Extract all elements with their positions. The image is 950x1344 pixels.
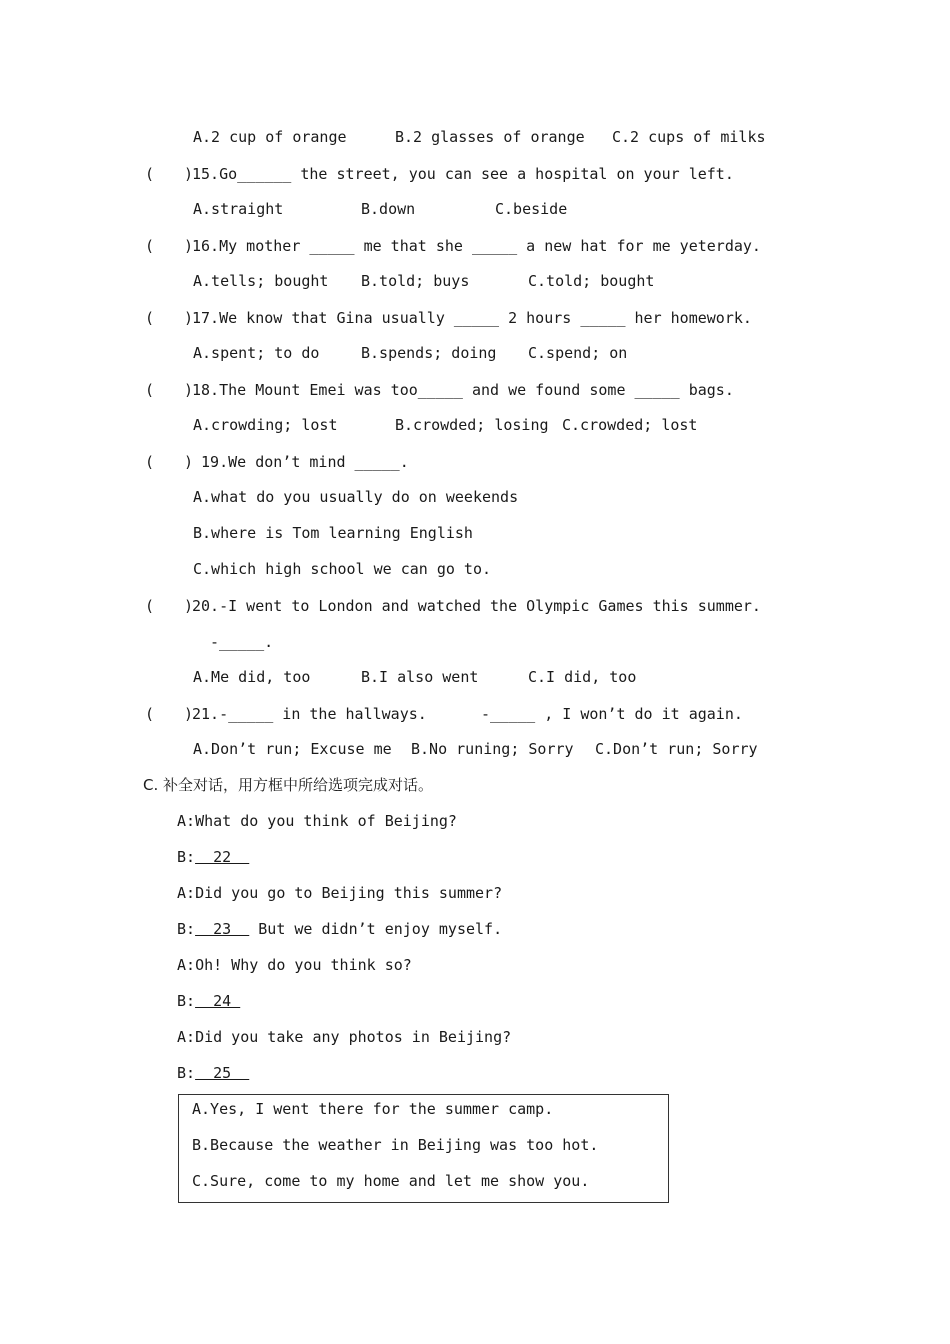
q21-paren-open: (: [145, 705, 155, 723]
blank-25: 25: [195, 1064, 250, 1082]
q16-paren-open: (: [145, 237, 155, 255]
blank-22: 22: [195, 848, 250, 866]
q17-option-b: B.spends; doing: [361, 344, 497, 362]
dialogue-line-3: A:Did you go to Beijing this summer?: [177, 884, 503, 902]
q16-paren-close: ): [184, 237, 194, 255]
q14-option-a: A.2 cup of orange: [193, 128, 347, 146]
dialogue-line-2: B: 22: [177, 848, 250, 866]
q20-option-a: A.Me did, too: [193, 668, 311, 686]
dialogue-line-8: B: 25: [177, 1064, 250, 1082]
q16-option-a: A.tells; bought: [193, 272, 329, 290]
q16-option-c: C.told; bought: [528, 272, 655, 290]
q14-option-b: B.2 glasses of orange: [395, 128, 585, 146]
q17-paren-open: (: [145, 309, 155, 327]
q15-option-b: B.down: [361, 200, 416, 218]
box-option-c: C.Sure, come to my home and let me show you.: [192, 1172, 590, 1190]
q19-option-c: C.which high school we can go to.: [193, 560, 492, 578]
q15-paren-open: (: [145, 165, 155, 183]
dialogue-line-4: B: 23 But we didn’t enjoy myself.: [177, 920, 503, 938]
q19-paren-close: ): [184, 453, 194, 471]
q19-text: 19.We don’t mind _____.: [192, 453, 409, 471]
q19-option-b: B.where is Tom learning English: [193, 524, 473, 542]
q20-option-c: C.I did, too: [528, 668, 637, 686]
q18-paren-open: (: [145, 381, 155, 399]
q21-option-a: A.Don’t run; Excuse me: [193, 740, 392, 758]
blank-23: 23: [195, 920, 250, 938]
q19-option-a: A.what do you usually do on weekends: [193, 488, 519, 506]
dialogue-line-7: A:Did you take any photos in Beijing?: [177, 1028, 512, 1046]
q20-option-b: B.I also went: [361, 668, 479, 686]
q18-option-c: C.crowded; lost: [562, 416, 698, 434]
q14-option-c: C.2 cups of milks: [612, 128, 766, 146]
box-option-b: B.Because the weather in Beijing was too hot.: [192, 1136, 599, 1154]
q21-paren-close: ): [184, 705, 194, 723]
q20-reply: -_____.: [210, 633, 274, 651]
q15-option-a: A.straight: [193, 200, 284, 218]
q17-paren-close: ): [184, 309, 194, 327]
dialogue-line-6: B: 24: [177, 992, 241, 1010]
q18-text: 18.The Mount Emei was too_____ and we found some _____ bags.: [192, 381, 734, 399]
q21-text: 21.-_____ in the hallways. -_____ , I won’t do it again.: [192, 705, 743, 723]
blank-24: 24: [195, 992, 241, 1010]
q15-option-c: C.beside: [495, 200, 568, 218]
q17-option-a: A.spent; to do: [193, 344, 320, 362]
q20-paren-close: ): [184, 597, 194, 615]
q18-option-b: B.crowded; losing: [395, 416, 549, 434]
q15-text: 15.Go______ the street, you can see a hospital on your left.: [192, 165, 734, 183]
q20-text: 20.-I went to London and watched the Olympic Games this summer.: [192, 597, 761, 615]
q16-text: 16.My mother _____ me that she _____ a new hat for me yeterday.: [192, 237, 761, 255]
q18-paren-close: ): [184, 381, 194, 399]
section-c-heading: C. 补全对话，用方框中所给选项完成对话。: [143, 776, 434, 794]
dialogue-line-1: A:What do you think of Beijing?: [177, 812, 457, 830]
q19-paren-open: (: [145, 453, 155, 471]
q18-option-a: A.crowding; lost: [193, 416, 338, 434]
box-option-a: A.Yes, I went there for the summer camp.: [192, 1100, 554, 1118]
dialogue-line-5: A:Oh! Why do you think so?: [177, 956, 412, 974]
q16-option-b: B.told; buys: [361, 272, 470, 290]
q20-paren-open: (: [145, 597, 155, 615]
q15-paren-close: ): [184, 165, 194, 183]
q17-text: 17.We know that Gina usually _____ 2 hours _____ her homework.: [192, 309, 752, 327]
q21-option-b: B.No runing; Sorry: [411, 740, 574, 758]
q17-option-c: C.spend; on: [528, 344, 628, 362]
q21-option-c: C.Don’t run; Sorry: [595, 740, 758, 758]
